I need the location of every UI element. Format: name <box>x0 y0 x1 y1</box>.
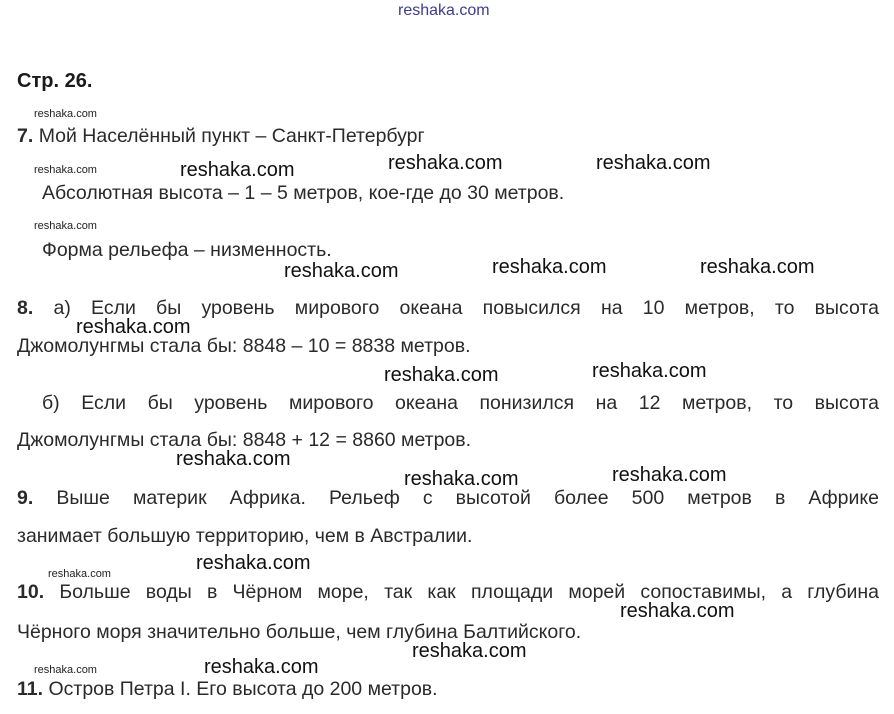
watermark-big: reshaka.com <box>492 256 607 278</box>
answer-text: Остров Петра I. Его высота до 200 метров. <box>48 678 438 700</box>
answer-8b-line1: б) Если бы уровень мирового океана понизился на 12 метров, то высота <box>42 392 879 414</box>
header-watermark: reshaka.com <box>398 2 490 19</box>
watermark-big: reshaka.com <box>384 364 499 386</box>
watermark-big: reshaka.com <box>404 468 519 490</box>
watermark-small: reshaka.com <box>48 568 111 580</box>
watermark-big: reshaka.com <box>204 656 319 678</box>
answer-9-line2: занимает большую территорию, чем в Австралии. <box>17 525 473 547</box>
answer-7-altitude: Абсолютная высота – 1 – 5 метров, кое-где до 30 метров. <box>42 182 565 204</box>
answer-number: 7. <box>17 125 34 147</box>
watermark-small: reshaka.com <box>34 220 97 232</box>
watermark-big: reshaka.com <box>596 152 711 174</box>
answer-text: Мой Населённый пункт – Санкт-Петербург <box>38 125 425 147</box>
watermark-big: reshaka.com <box>196 552 311 574</box>
answer-text: Больше воды в Чёрном море, так как площади морей сопоставимы, а глубина <box>59 581 879 603</box>
watermark-big: reshaka.com <box>700 256 815 278</box>
watermark-small: reshaka.com <box>34 108 97 120</box>
watermark-small: reshaka.com <box>34 164 97 176</box>
watermark-big: reshaka.com <box>612 464 727 486</box>
answer-11 <box>17 677 438 701</box>
answer-number: 9. <box>17 487 34 509</box>
watermark-big: reshaka.com <box>388 152 503 174</box>
answer-7-relief: Форма рельефа – низменность. <box>42 239 332 261</box>
watermark-big: reshaka.com <box>284 260 399 282</box>
answer-10-line2: Чёрного моря значительно больше, чем глубина Балтийского. <box>17 621 582 643</box>
answer-7-title <box>17 124 425 148</box>
watermark-big: reshaka.com <box>412 640 527 662</box>
watermark-small: reshaka.com <box>34 664 97 676</box>
answer-10-line1 <box>17 580 879 604</box>
watermark-big: reshaka.com <box>620 600 735 622</box>
answer-8a-line1 <box>17 296 879 320</box>
answer-number: 11. <box>17 678 44 700</box>
page-number: Стр. 26. <box>17 70 93 92</box>
watermark-big: reshaka.com <box>176 448 291 470</box>
watermark-big: reshaka.com <box>76 316 191 338</box>
answer-8a-line2: Джомолунгмы стала бы: 8848 – 10 = 8838 метров. <box>17 335 471 357</box>
answer-8b-line2: Джомолунгмы стала бы: 8848 + 12 = 8860 метров. <box>17 429 472 451</box>
watermark-big: reshaka.com <box>592 360 707 382</box>
answer-number: 10. <box>17 581 45 603</box>
answer-9-line1 <box>17 486 879 510</box>
answer-number: 8. <box>17 297 34 319</box>
answer-text: а) Если бы уровень мирового океана повысился на 10 метров, то высота <box>53 297 879 319</box>
answer-text: Выше материк Африка. Рельеф с высотой более 500 метров в Африке <box>56 487 879 509</box>
watermark-big: reshaka.com <box>180 159 295 181</box>
